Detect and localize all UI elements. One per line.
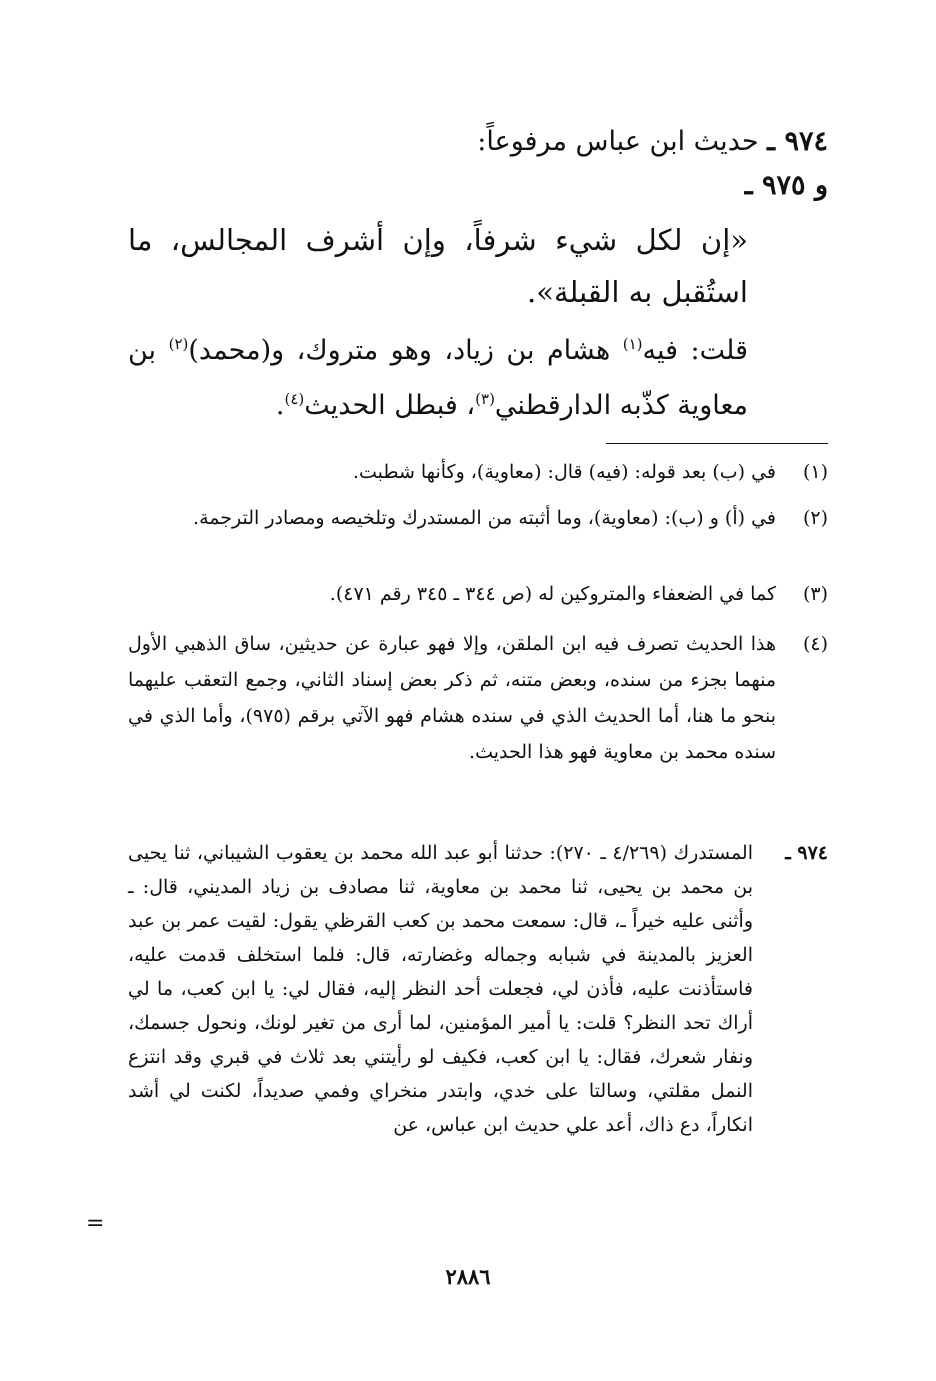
comment-part: هشام بن زياد، وهو متروك، و(محمد) [188,335,623,366]
footnote-text: هذا الحديث تصرف فيه ابن الملقن، وإلا فهو عبارة عن حديثين، ساق الذهبي الأول منهما بجزء من سنده، وبعض متنه، ثم ذكر بعض إسناد الثاني، وجمع التعقب عليهما بنحو ما هنا، أما الحديث الذي في سنده هشام فهو الآتي برقم (٩٧٥)، وأما الذي في سنده محمد بن معاوية فهو هذا الحديث. [128,633,776,763]
author-comment [128,320,748,430]
hadith-number-975: و ٩٧٥ ـ [744,170,828,201]
footnote-number: (١) [802,461,828,483]
comment-part: . [275,390,285,421]
footnote-text: كما في الضعفاء والمتروكين له (ص ٣٤٤ ـ ٣٤٥ رقم ٤٧١). [329,583,776,605]
footnote-2 [128,500,828,536]
footnote-ref[interactable]: (٢) [168,335,189,353]
footnote-3 [128,576,828,612]
comment-part: بن معاوية كذّبه الدارقطني [128,335,748,421]
hadith-heading-text: حديث ابن عباس مرفوعاً: [477,126,759,157]
hadith-heading-line-2 [128,164,828,208]
takhrij-text: المستدرك (٤/٢٦٩ ـ ٢٧٠): حدثنا أبو عبد الله محمد بن يعقوب الشيباني، ثنا يحيى بن محمد بن يحيى، ثنا محمد بن معاوية، ثنا مصادف بن زياد المديني، قال: ـ وأثنى عليه خيراً ـ، قال: سمعت محمد بن كعب القرظي يقول: لقيت عمر بن عبد العزيز بالمدينة في شبابه وجماله وغضارته، قال: فلما استخلف قدمت عليه، فاستأذنت عليه، فأذن لي، فجعلت أحد النظر إليه، فقال لي: يا ابن كعب، ما لي أراك تحد النظر؟ قلت: يا أمير المؤمنين، لما أرى من تغير لونك، ونحول جسمك، ونفار شعرك، فقال: يا ابن كعب، فكيف لو رأيتني بعد ثلاث في قبري وقد انتزع النمل مقلتي، وسالتا على خدي، وابتدر منخراي وفمي صديداً، لكنت لي أشد انكاراً، دع ذاك، أعد علي حديث ابن عباس، عن [128,842,754,1136]
takhrij-974 [128,836,828,1142]
comment-part: ، فبطل الحديث [304,390,476,421]
footnote-ref[interactable]: (٣) [475,390,495,408]
comment-part: قلت: فيه [642,335,748,366]
page-number: ٢٨٨٦ [445,1264,491,1289]
footnote-number: (٣) [802,583,828,605]
footnote-separator [606,443,828,444]
footnote-text: في (أ) و (ب): (معاوية)، وما أثبته من المستدرك وتلخيصه ومصادر الترجمة. [193,507,776,529]
hadith-heading [128,120,828,208]
footnote-1 [128,454,828,490]
footnote-4 [128,626,828,770]
hadith-heading-line-1 [128,120,828,164]
takhrij-number: ٩٧٤ ـ [785,842,828,864]
footnote-text: في (ب) بعد قوله: (فيه) قال: (معاوية)، وكأنها شطبت. [352,461,776,483]
footnote-ref[interactable]: (١) [622,335,643,353]
footnote-ref[interactable]: (٤) [284,390,305,408]
hadith-matn: «إن لكل شيء شرفاً، وإن أشرف المجالس، ما استُقبل به القبلة». [128,223,748,309]
footnote-number: (٤) [802,633,828,655]
footnote-number: (٢) [802,507,828,529]
continuation-mark: = [86,1211,105,1236]
hadith-number-974: ٩٧٤ ـ [767,126,828,157]
